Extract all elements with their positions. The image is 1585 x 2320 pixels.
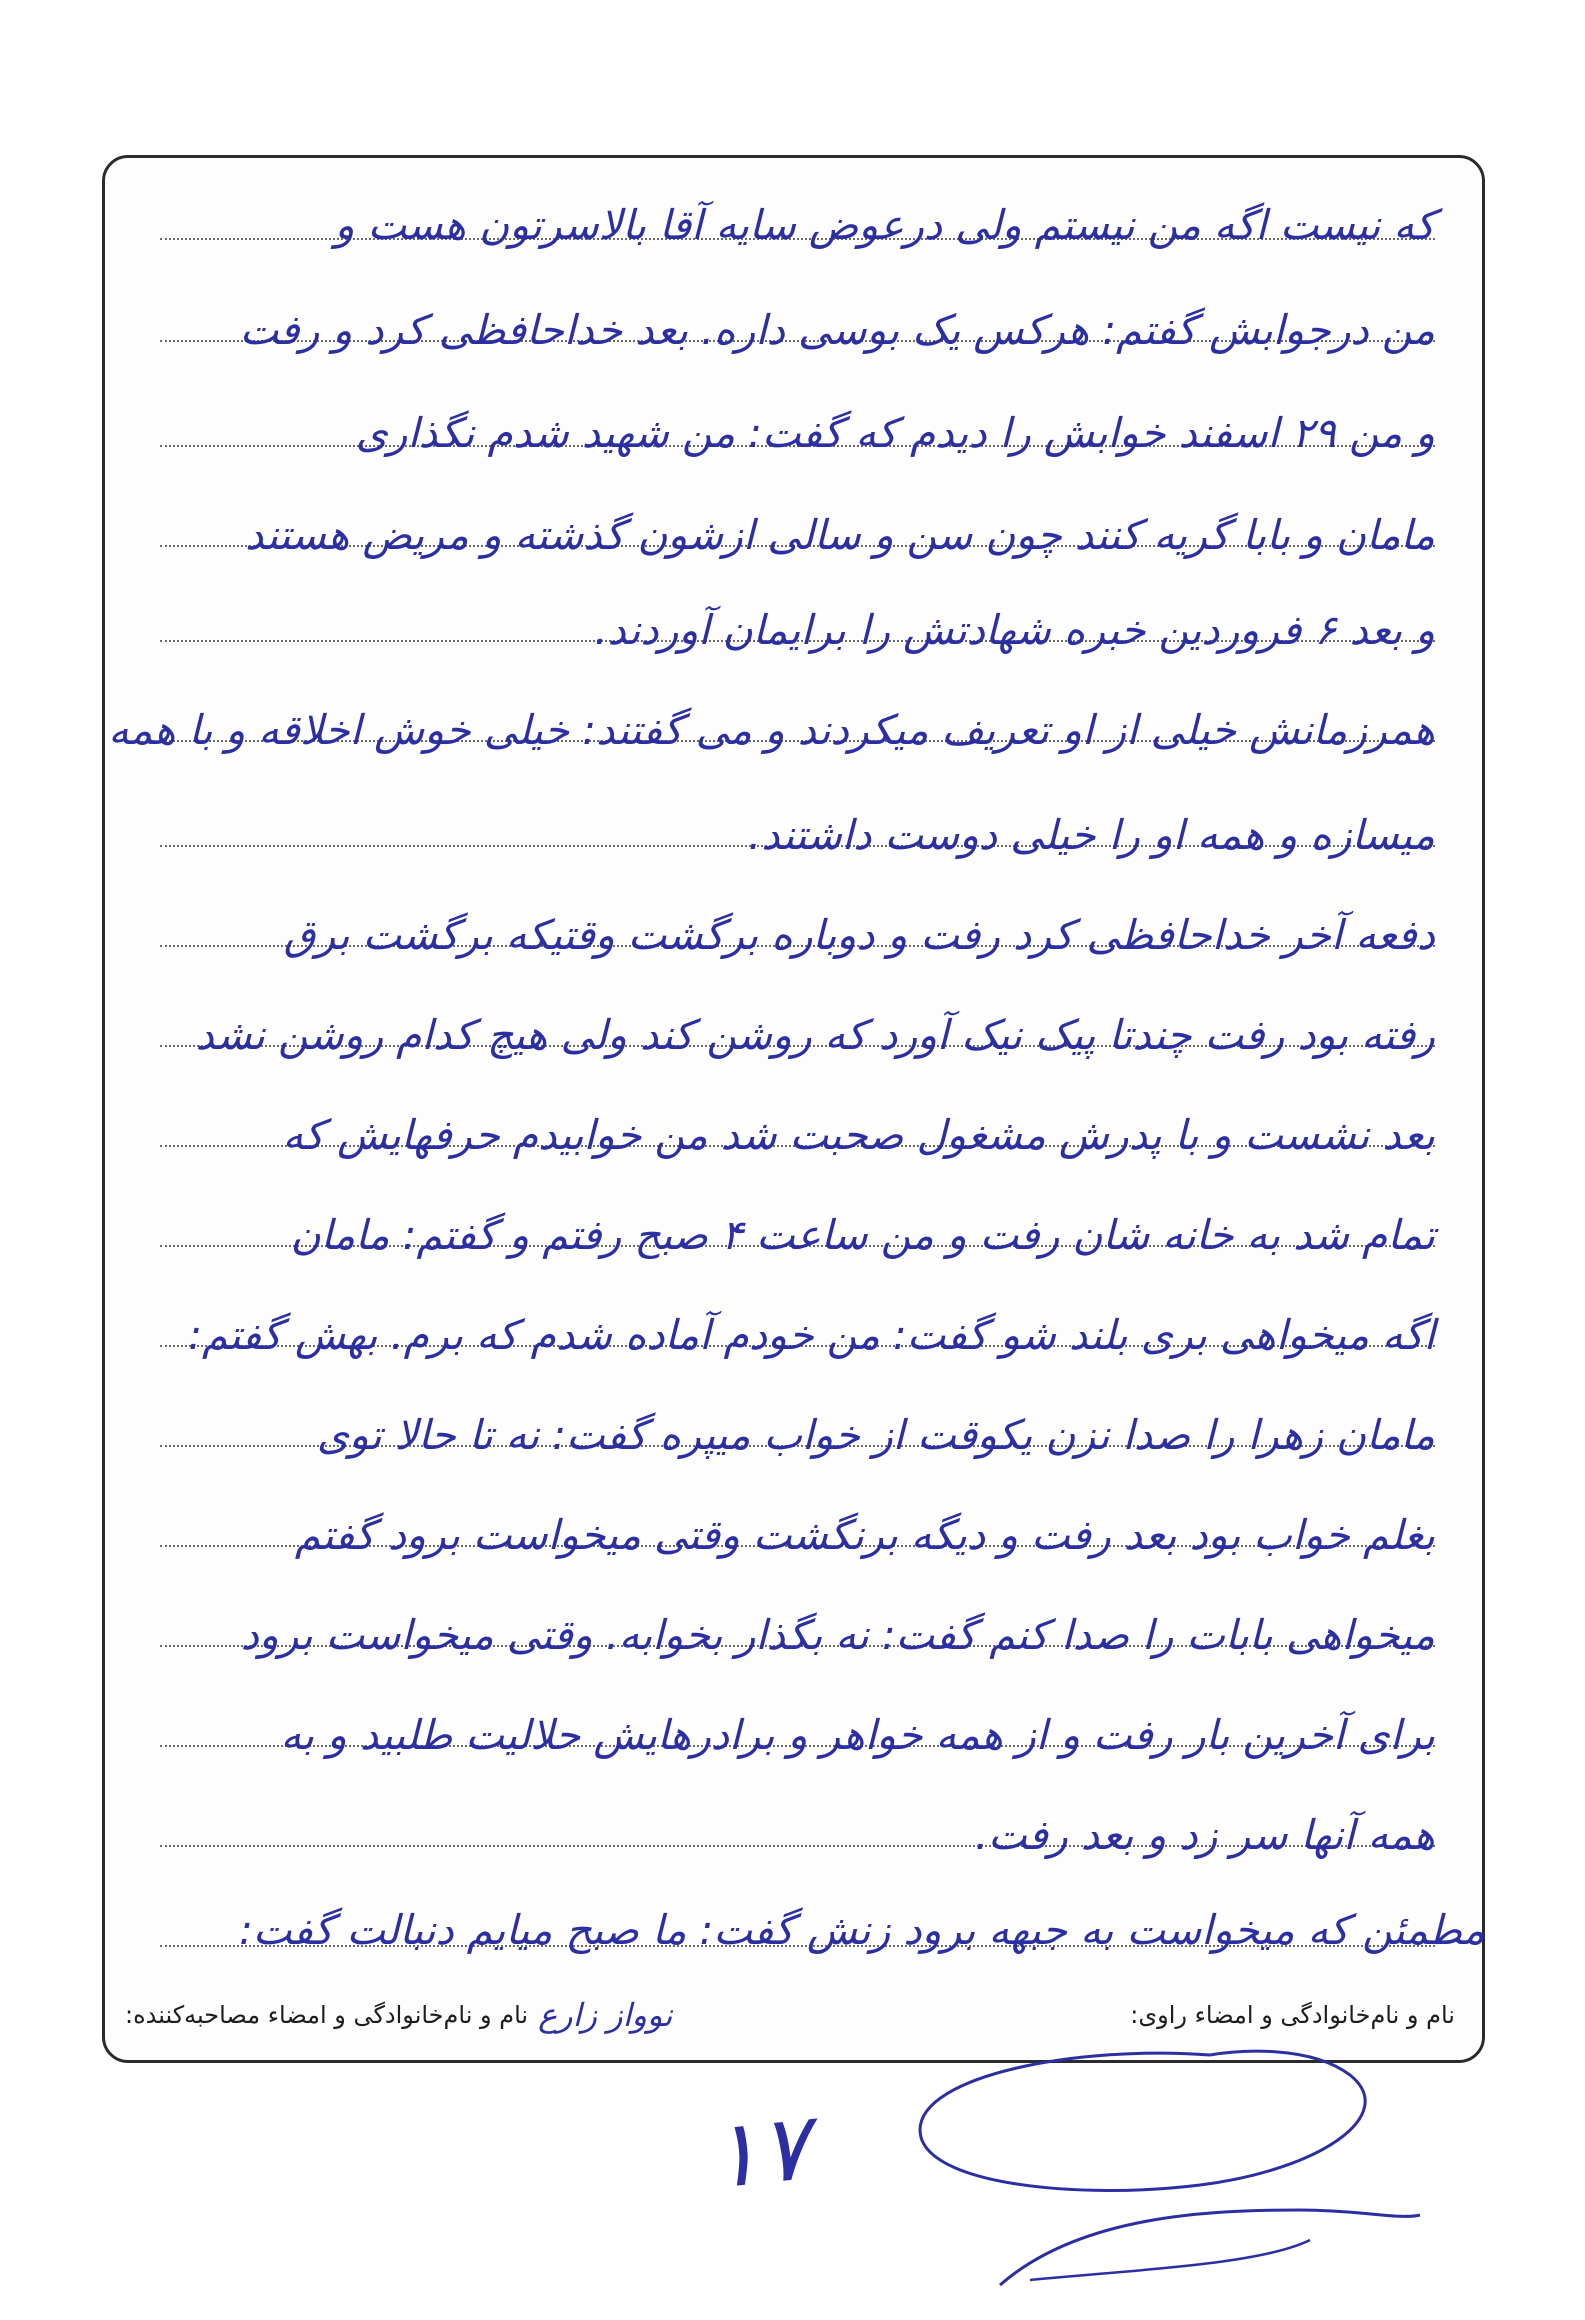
handwritten-line: رفته بود رفت چندتا پیک نیک آورد که روشن کند ولی هیچ کدام روشن نشد [195,1011,1435,1059]
handwritten-signature [880,2035,1440,2305]
handwritten-line: برای آخرین بار رفت و از همه خواهر و برادرهایش حلالیت طلبید و به [280,1711,1435,1759]
signature-footer [125,1990,1455,2040]
handwritten-line: بغلم خواب بود بعد رفت و دیگه برنگشت وقتی میخواست برود گفتم [294,1511,1435,1559]
page-number: ۱۷ [704,2093,815,2210]
handwritten-line: مطمئن که میخواست به جبهه برود زنش گفت: ما صبح میایم دنبالت گفت: [239,1906,1485,1954]
handwritten-line: میسازه و همه او را خیلی دوست داشتند. [748,811,1435,859]
handwritten-line: و من ۲۹ اسفند خوابش را دیدم که گفت: من شهید شدم نگذاری [355,409,1435,457]
interviewer-signature [125,1996,672,2034]
handwritten-line: مامان و بابا گریه کنند چون سن و سالی ازشون گذشته و مریض هستند [245,511,1435,559]
narrator-signature-label: نام و نام‌خانوادگی و امضاء راوی: [1130,2001,1455,2029]
handwritten-line: تمام شد به خانه شان رفت و من ساعت ۴ صبح رفتم و گفتم: مامان [290,1211,1435,1259]
handwritten-line: همه آنها سر زد و بعد رفت. [975,1811,1435,1859]
handwritten-line: بعد نشست و با پدرش مشغول صحبت شد من خوابیدم حرفهایش که [282,1111,1435,1159]
interviewer-name: نوواز زارع [538,1996,673,2034]
handwritten-line: ﮐﻪ نیست اگه من نیستم ولی درعوض سایه آقا بالاسرتون هست و [334,201,1435,249]
handwritten-line: من درجوابش گفتم: هرکس یک بوسی داره. بعد خداحافظی کرد و رفت [239,306,1435,354]
handwritten-line: میخواهی بابات را صدا کنم گفت: نه بگذار بخوابه. وقتی میخواست برود [240,1611,1435,1659]
handwritten-line: مامان زهرا را صدا نزن یکوقت از خواب میپره گفت: نه تا حالا توی [316,1411,1435,1459]
handwritten-line: همرزمانش خیلی از او تعریف میکردند و می گفتند: خیلی خوش اخلاقه و با همه [108,706,1435,754]
handwritten-line: دفعه آخر خداحافظی کرد رفت و دوباره برگشت وقتیکه برگشت برق [283,911,1435,959]
handwritten-line: و بعد ۶ فروردین خبره شهادتش را برایمان آوردند. [594,606,1435,654]
handwritten-line: اگه میخواهی بری بلند شو گفت: من خودم آماده شدم که برم. بهش گفتم: [188,1311,1435,1359]
interviewer-signature-label: نام و نام‌خانوادگی و امضاء مصاحبه‌کننده: [125,2001,529,2029]
